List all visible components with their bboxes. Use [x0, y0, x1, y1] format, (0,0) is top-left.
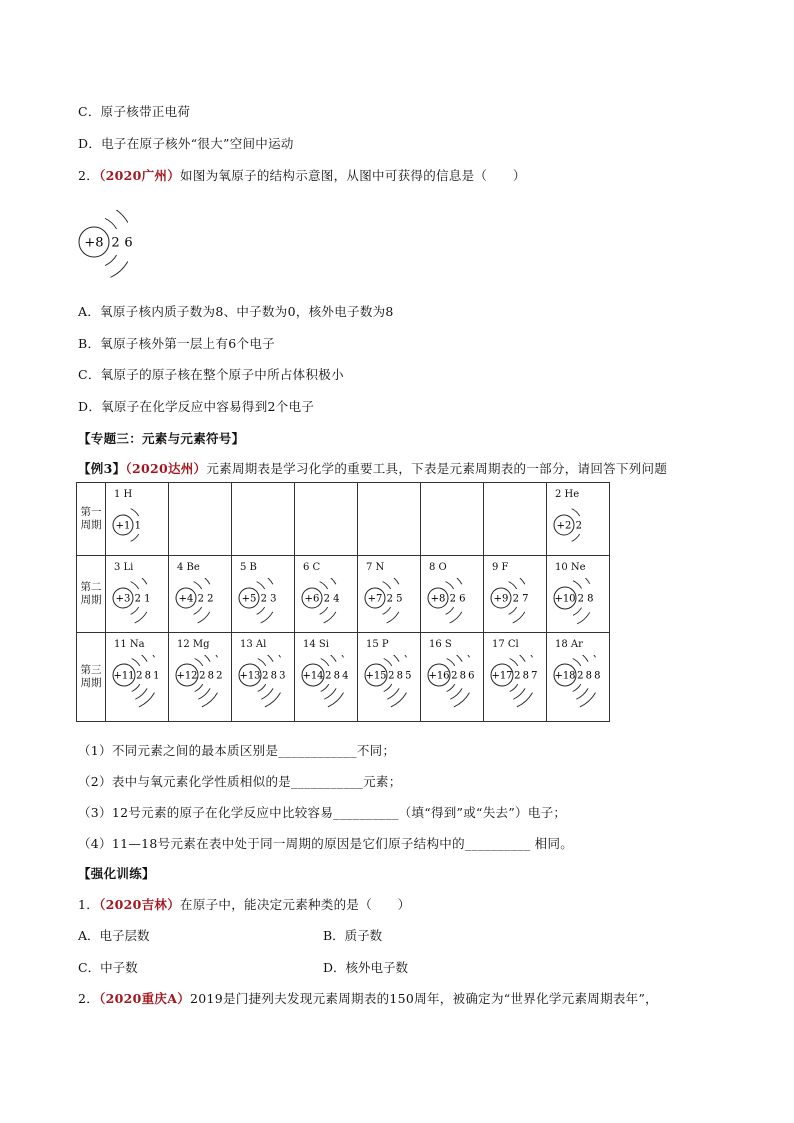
element-label: 15 P [366, 639, 389, 650]
shell-arc [111, 262, 128, 278]
shell-arc [513, 688, 525, 699]
empty-cell [232, 483, 295, 556]
shell-electron-count: 4 [342, 670, 349, 682]
shell-arc [576, 688, 588, 699]
nucleus-charge: +1 [115, 520, 131, 532]
element-label: 13 Al [240, 639, 267, 650]
nucleus-charge: +15 [365, 670, 387, 682]
nucleus-charge: +2 [556, 520, 572, 532]
nucleus-charge: +6 [304, 593, 320, 605]
atom-structure-diagram [299, 578, 359, 638]
shell-electron-count: 2 [325, 670, 332, 682]
shell-electron-count: 2 [388, 670, 395, 682]
shell-electron-count: 2 [216, 670, 223, 682]
atom-structure-diagram [551, 655, 611, 715]
shell-arc [446, 607, 454, 614]
shell-arc [573, 581, 581, 589]
shell-arc [580, 655, 596, 657]
shell-arc [265, 693, 281, 707]
practice-heading: 【强化训练】 [78, 866, 155, 881]
shell-arc [387, 655, 399, 662]
empty-cell [421, 483, 484, 556]
shell-arc [510, 658, 518, 665]
shell-electron-count: 8 [459, 670, 466, 682]
element-cell [106, 556, 169, 633]
shell-arc [324, 578, 336, 584]
shell-electron-count: 5 [396, 593, 403, 605]
element-label: 1 H [114, 489, 133, 500]
shell-electron-count: 6 [124, 235, 133, 251]
shell-arc [131, 509, 139, 516]
period-label: 第二周期 [77, 556, 106, 633]
shell-arc [195, 684, 203, 691]
shell-electron-count: 4 [333, 593, 340, 605]
practice-option-b: B．质子数 [323, 928, 383, 943]
shell-arc [131, 582, 139, 589]
element-label: 17 Cl [492, 639, 519, 650]
shell-electron-count: 2 [136, 670, 143, 682]
element-label: 9 F [492, 562, 509, 573]
shell-electron-count: 8 [396, 670, 403, 682]
shell-electron-count: 8 [333, 670, 340, 682]
shell-electron-count: 2 [449, 593, 456, 605]
period-row [77, 483, 610, 556]
period-label: 第一周期 [77, 483, 106, 556]
atom-structure-diagram [362, 655, 422, 715]
shell-arc [513, 655, 525, 662]
shell-arc [572, 534, 580, 541]
nucleus-charge: +7 [367, 593, 383, 605]
practice-question-2 [78, 989, 658, 1007]
nucleus-charge: +5 [241, 593, 257, 605]
nucleus-charge: +13 [239, 670, 261, 682]
shell-arc [454, 655, 470, 657]
shell-arc [257, 582, 265, 589]
shell-electron-count: 2 [260, 593, 267, 605]
shell-arc [321, 684, 329, 691]
period-label: 第三周期 [77, 633, 106, 722]
shell-arc [513, 578, 525, 584]
shell-arc [387, 578, 399, 584]
shell-electron-count: 3 [279, 670, 286, 682]
shell-electron-count: 2 [577, 593, 584, 605]
question-source: （2020重庆A） [99, 991, 191, 1006]
nucleus-charge: +14 [302, 670, 324, 682]
shell-arc [572, 509, 580, 516]
sub-question-1: （1）不同元素之间的最本质区别是____________不同； [78, 743, 396, 758]
shell-electron-count: 2 [323, 593, 330, 605]
element-label: 18 Ar [555, 639, 583, 650]
shell-electron-count: 6 [468, 670, 475, 682]
shell-arc [265, 655, 281, 657]
element-cell [358, 633, 421, 722]
element-cell [106, 483, 169, 556]
question-text: 2019是门捷列夫发现元素周期表的150周年，被确定为“世界化学元素周期表年”， [190, 991, 658, 1006]
shell-arc [194, 607, 202, 614]
shell-arc [320, 607, 328, 614]
shell-arc [198, 612, 210, 623]
shell-electron-count: 1 [144, 593, 151, 605]
nucleus-charge: +18 [554, 670, 576, 682]
shell-electron-count: 8 [587, 593, 594, 605]
shell-arc [320, 582, 328, 589]
question-number: 2． [78, 168, 100, 183]
shell-electron-count: 2 [577, 670, 584, 682]
shell-arc [510, 684, 518, 691]
shell-electron-count: 2 [386, 593, 393, 605]
atom-structure-diagram [173, 578, 233, 638]
shell-arc [105, 255, 117, 266]
period-row [77, 556, 610, 633]
element-cell [295, 556, 358, 633]
shell-arc [105, 218, 117, 229]
example-prefix: 【例3】 [78, 461, 126, 476]
element-cell [358, 556, 421, 633]
shell-arc [261, 612, 273, 623]
nucleus-charge: +9 [493, 593, 509, 605]
element-cell [169, 633, 232, 722]
atom-structure-diagram [173, 655, 233, 715]
shell-arc [573, 658, 581, 665]
shell-arc [577, 578, 590, 584]
shell-electron-count: 3 [270, 593, 277, 605]
shell-arc [324, 612, 336, 623]
element-cell [295, 633, 358, 722]
shell-arc [261, 688, 273, 699]
shell-arc [383, 582, 391, 589]
atom-structure-diagram [110, 578, 170, 638]
topic-heading: 【专题三：元素与元素符号】 [78, 431, 245, 446]
shell-arc [132, 658, 140, 665]
shell-arc [573, 608, 581, 616]
empty-cell [358, 483, 421, 556]
atom-structure-diagram [362, 578, 422, 638]
shell-arc [131, 607, 139, 614]
empty-cell [484, 483, 547, 556]
shell-arc [324, 655, 336, 662]
shell-arc [261, 578, 273, 584]
question-number: 2． [78, 991, 100, 1006]
shell-electron-count: 2 [575, 520, 582, 532]
shell-electron-count: 2 [451, 670, 458, 682]
shell-arc [139, 655, 155, 657]
element-cell [232, 556, 295, 633]
shell-electron-count: 1 [134, 520, 141, 532]
shell-electron-count: 8 [585, 670, 592, 682]
nucleus-charge: +3 [115, 593, 131, 605]
shell-arc [135, 578, 147, 584]
shell-arc [194, 582, 202, 589]
atom-structure-diagram [488, 655, 548, 715]
shell-arc [513, 612, 525, 623]
shell-electron-count: 8 [144, 670, 151, 682]
period-row [77, 633, 610, 722]
shell-arc [202, 655, 218, 657]
practice-option-c: C．中子数 [78, 960, 138, 975]
shell-arc [328, 655, 344, 657]
element-cell [484, 633, 547, 722]
shell-arc [258, 658, 266, 665]
element-label: 5 B [240, 562, 257, 573]
element-label: 3 Li [114, 562, 134, 573]
question-text: 在原子中，能决定元素种类的是（ ） [180, 897, 411, 912]
nucleus-charge: +10 [554, 593, 576, 605]
shell-electron-count: 2 [199, 670, 206, 682]
option-a: A．氧原子核内质子数为8、中子数为0，核外电子数为8 [78, 304, 394, 319]
shell-arc [324, 688, 336, 699]
shell-electron-count: 2 [197, 593, 204, 605]
shell-arc [257, 607, 265, 614]
shell-arc [198, 655, 210, 662]
option-d-prev: D．电子在原子核外“很大”空间中运动 [78, 136, 294, 151]
element-cell [232, 633, 295, 722]
shell-arc [454, 693, 470, 707]
shell-electron-count: 8 [522, 670, 529, 682]
element-label: 11 Na [114, 639, 145, 650]
shell-arc [450, 655, 462, 662]
option-b: B．氧原子核外第一层上有6个电子 [78, 336, 275, 351]
shell-arc [387, 612, 399, 623]
shell-electron-count: 2 [111, 235, 120, 251]
element-cell [421, 556, 484, 633]
shell-electron-count: 1 [153, 670, 160, 682]
element-label: 10 Ne [555, 562, 586, 573]
shell-arc [195, 658, 203, 665]
shell-arc [132, 684, 140, 691]
shell-arc [450, 578, 462, 584]
sub-question-3: （3）12号元素的原子在化学反应中比较容易__________（填“得到”或“失去”）电子； [78, 805, 567, 820]
shell-electron-count: 2 [512, 593, 519, 605]
shell-arc [383, 607, 391, 614]
nucleus-charge: +4 [178, 593, 194, 605]
shell-arc [328, 693, 344, 707]
shell-arc [391, 693, 407, 707]
shell-arc [517, 693, 533, 707]
question-text: 如图为氧原子的结构示意图，从图中可获得的信息是（ ） [180, 168, 526, 183]
shell-electron-count: 2 [134, 593, 141, 605]
atom-structure-diagram [488, 578, 548, 638]
element-label: 4 Be [177, 562, 200, 573]
nucleus-charge: +8 [430, 593, 446, 605]
element-label: 2 He [555, 489, 580, 500]
shell-electron-count: 8 [207, 670, 214, 682]
shell-arc [135, 655, 147, 662]
element-cell [106, 633, 169, 722]
empty-cell [295, 483, 358, 556]
shell-electron-count: 2 [207, 593, 214, 605]
atom-structure-diagram [425, 655, 485, 715]
element-label: 7 N [366, 562, 385, 573]
sub-question-2: （2）表中与氧元素化学性质相似的是___________元素； [78, 774, 402, 789]
element-cell [421, 633, 484, 722]
shell-arc [517, 655, 533, 657]
element-cell [547, 483, 610, 556]
practice-question-1 [78, 895, 410, 913]
option-c-prev: C．原子核带正电荷 [78, 104, 191, 119]
shell-arc [261, 655, 273, 662]
shell-arc [577, 612, 590, 624]
shell-electron-count: 2 [514, 670, 521, 682]
sub-question-4: （4）11—18号元素在表中处于同一周期的原因是它们原子结构中的__________ 相同。 [78, 836, 574, 851]
element-cell [547, 556, 610, 633]
nucleus-charge: +16 [428, 670, 450, 682]
question-source: （2020广州） [99, 168, 181, 183]
shell-electron-count: 7 [522, 593, 529, 605]
shell-arc [573, 684, 581, 691]
atom-structure-diagram [110, 655, 170, 715]
element-label: 14 Si [303, 639, 329, 650]
element-cell [169, 556, 232, 633]
atom-structure-diagram [236, 578, 296, 638]
shell-arc [198, 578, 210, 584]
shell-arc [387, 688, 399, 699]
shell-arc [391, 655, 407, 657]
option-c: C．氧原子的原子核在整个原子中所占体积极小 [78, 367, 344, 382]
shell-arc [450, 688, 462, 699]
shell-arc [131, 534, 139, 541]
element-cell [547, 633, 610, 722]
shell-arc [446, 582, 454, 589]
shell-arc [384, 684, 392, 691]
nucleus-charge: +12 [176, 670, 198, 682]
element-label: 12 Mg [177, 639, 210, 650]
shell-arc [139, 693, 155, 707]
shell-electron-count: 6 [459, 593, 466, 605]
element-label: 8 O [429, 562, 447, 573]
atom-structure-diagram [236, 655, 296, 715]
atom-structure-diagram [425, 578, 485, 638]
shell-electron-count: 8 [594, 670, 601, 682]
example-text: 元素周期表是学习化学的重要工具，下表是元素周期表的一部分，请回答下列问题 [206, 461, 668, 476]
nucleus-charge: +8 [84, 235, 104, 251]
option-d: D．氧原子在化学反应中容易得到2个电子 [78, 399, 315, 414]
example-source: （2020达州） [125, 461, 207, 476]
question-2 [78, 166, 526, 184]
shell-arc [447, 658, 455, 665]
shell-electron-count: 5 [405, 670, 412, 682]
nucleus-charge: +17 [491, 670, 513, 682]
shell-arc [509, 607, 517, 614]
shell-arc [580, 693, 596, 707]
shell-electron-count: 8 [270, 670, 277, 682]
oxygen-atom-diagram [76, 210, 156, 280]
shell-arc [509, 582, 517, 589]
periodic-table [76, 482, 610, 722]
shell-arc [576, 655, 588, 662]
practice-option-d: D．核外电子数 [323, 960, 409, 975]
shell-arc [202, 693, 218, 707]
atom-structure-diagram [551, 578, 611, 638]
element-cell [484, 556, 547, 633]
shell-arc [450, 612, 462, 623]
element-label: 6 C [303, 562, 321, 573]
shell-arc [135, 688, 147, 699]
shell-arc [198, 688, 210, 699]
shell-arc [258, 684, 266, 691]
shell-arc [321, 658, 329, 665]
shell-electron-count: 2 [262, 670, 269, 682]
example-3 [78, 459, 667, 477]
shell-electron-count: 7 [531, 670, 538, 682]
question-number: 1． [78, 897, 100, 912]
shell-arc [111, 210, 128, 222]
shell-arc [384, 658, 392, 665]
element-label: 16 S [429, 639, 452, 650]
shell-arc [447, 684, 455, 691]
question-source: （2020吉林） [99, 897, 181, 912]
atom-structure-diagram [299, 655, 359, 715]
nucleus-charge: +11 [113, 670, 135, 682]
shell-arc [135, 612, 147, 623]
empty-cell [169, 483, 232, 556]
practice-option-a: A．电子层数 [78, 928, 150, 943]
